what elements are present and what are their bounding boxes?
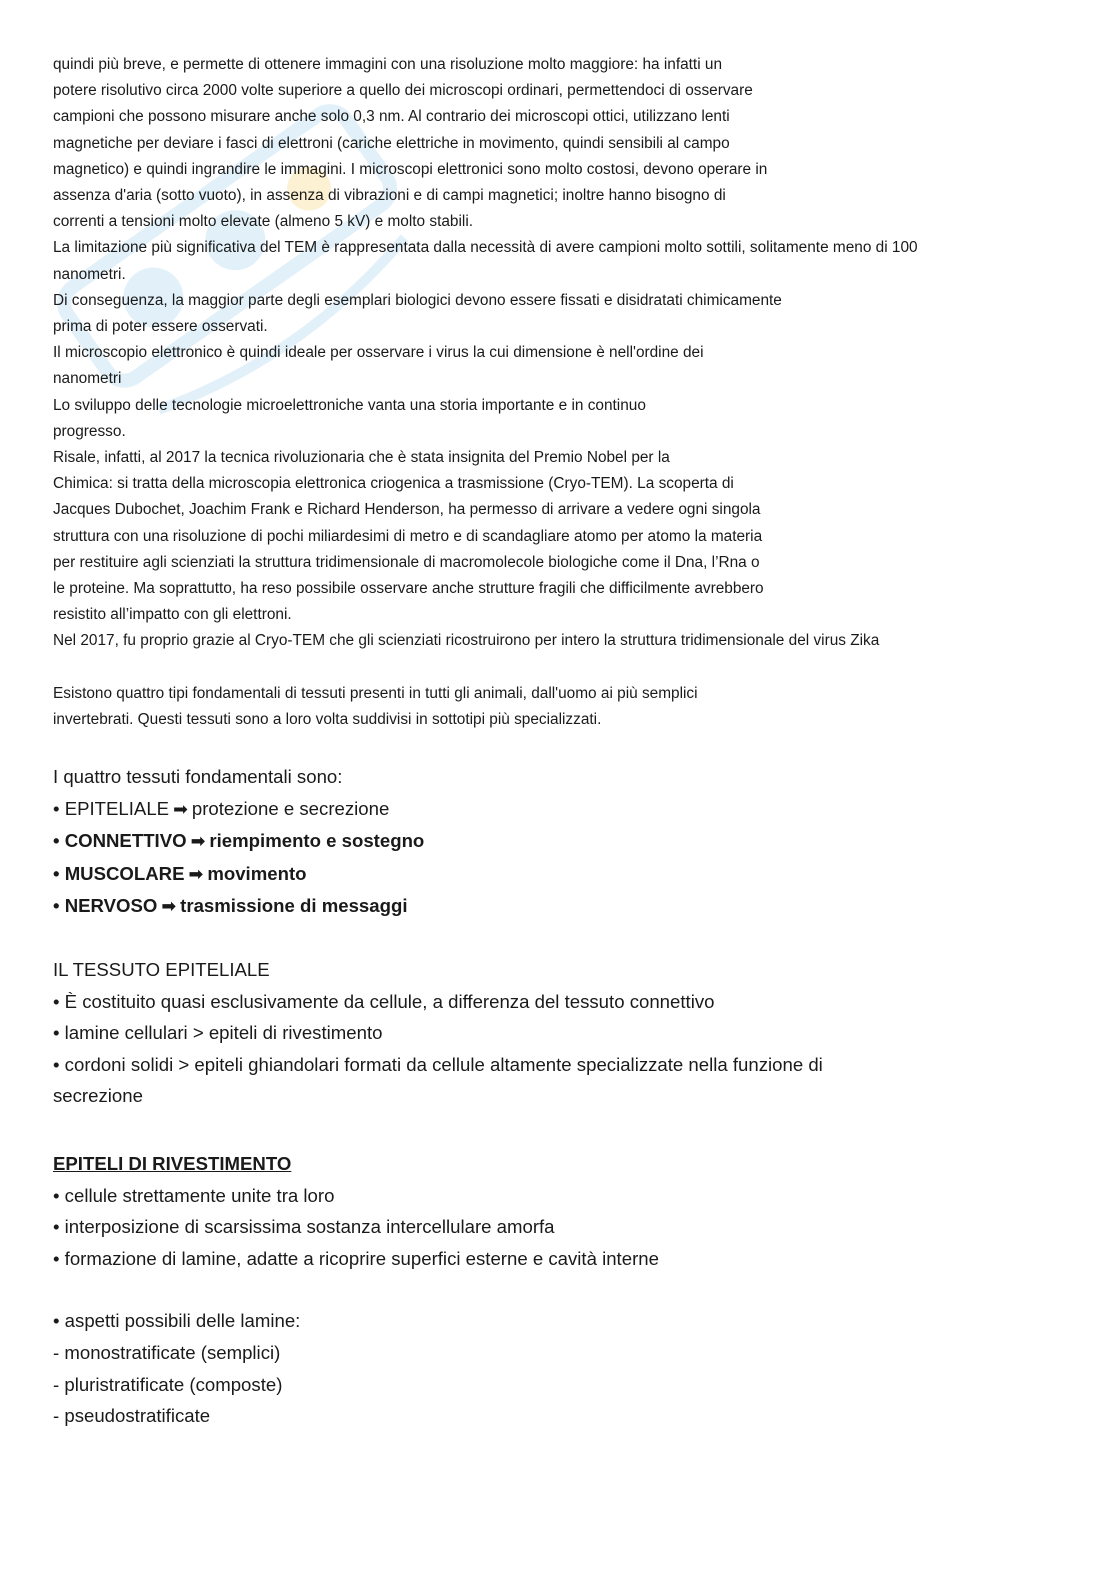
text-line: prima di poter essere osservati. — [53, 318, 268, 336]
list-item: • CONNETTIVO ➡ riempimento e sostegno — [53, 830, 425, 852]
arrow-right-icon: ➡ — [188, 863, 204, 884]
text-line: magnetico) e quindi ingrandire le immagini. I microscopi elettronici sono molto costosi, devono operare in — [53, 160, 768, 178]
section-title: IL TESSUTO EPITELIALE — [53, 959, 270, 981]
text-line: La limitazione più significativa del TEM è rappresentata dalla necessità di avere campioni molto sottili, solitamente meno di 100 — [53, 239, 918, 257]
text-line: • cellule strettamente unite tra loro — [53, 1184, 335, 1206]
section-heading: EPITELI DI RIVESTIMENTO — [53, 1153, 292, 1175]
text-line: correnti a tensioni molto elevate (almeno 5 kV) e molto stabili. — [53, 213, 474, 231]
text-line: resistito all’impatto con gli elettroni. — [53, 606, 292, 624]
tissue-name: EPITELIALE — [64, 797, 170, 819]
text-line: Chimica: si tratta della microscopia elettronica criogenica a trasmissione (Cryo-TEM). La scoperta di — [53, 475, 734, 493]
tissue-desc: riempimento e sostegno — [209, 830, 425, 852]
document-page — [53, 52, 1053, 1432]
text-line: Il microscopio elettronico è quindi ideale per osservare i virus la cui dimensione è nell'ordine dei — [53, 344, 704, 362]
text-line: secrezione — [53, 1085, 143, 1107]
tissue-name: CONNETTIVO — [64, 830, 187, 852]
fundamental-title: I quattro tessuti fondamentali sono: — [53, 766, 343, 788]
text-line: progresso. — [53, 422, 126, 440]
text-line: nanometri — [53, 370, 122, 388]
text-line: - pluristratificate (composte) — [53, 1373, 283, 1395]
text-line: • interposizione di scarsissima sostanza intercellulare amorfa — [53, 1216, 555, 1238]
epithelial-section — [53, 954, 1053, 1112]
text-line: • lamine cellulari > epiteli di rivestimento — [53, 1022, 383, 1044]
fundamental-tissues-list — [53, 761, 1053, 923]
tissue-desc: protezione e secrezione — [191, 797, 390, 819]
text-line: le proteine. Ma soprattutto, ha reso possibile osservare anche strutture fragili che difficilmente avrebbero — [53, 580, 764, 598]
text-line: • È costituito quasi esclusivamente da cellule, a differenza del tessuto connettivo — [53, 990, 715, 1012]
text-line: • aspetti possibili delle lamine: — [53, 1310, 301, 1332]
tissue-name: NERVOSO — [64, 895, 158, 917]
text-line: Nel 2017, fu proprio grazie al Cryo-TEM che gli scienziati ricostruirono per intero la struttura tridimensionale del virus Zika — [53, 632, 880, 650]
text-line: Jacques Dubochet, Joachim Frank e Richard Henderson, ha permesso di arrivare a vedere ogni singola — [53, 501, 761, 519]
text-line: potere risolutivo circa 2000 volte superiore a quello dei microscopi ordinari, permettendoci di osservare — [53, 82, 753, 100]
text-line: - pseudostratificate — [53, 1405, 211, 1427]
text-line: - monostratificate (semplici) — [53, 1341, 281, 1363]
text-line: nanometri. — [53, 265, 126, 283]
text-line: invertebrati. Questi tessuti sono a loro volta suddivisi in sottotipi più specializzati. — [53, 710, 602, 728]
arrow-right-icon: ➡ — [161, 896, 177, 917]
tissue-desc: trasmissione di messaggi — [180, 895, 408, 917]
lining-section — [53, 1148, 1053, 1432]
tissue-name: MUSCOLARE — [64, 862, 185, 884]
list-item: • EPITELIALE ➡ protezione e secrezione — [53, 797, 390, 819]
intro-paragraph — [53, 52, 1053, 655]
text-line: Esistono quattro tipi fondamentali di tessuti presenti in tutti gli animali, dall'uomo ai più semplici — [53, 684, 698, 702]
text-line: assenza d'aria (sotto vuoto), in assenza di vibrazioni e di campi magnetici; inoltre hanno bisogno di — [53, 187, 726, 205]
text-line: per restituire agli scienziati la struttura tridimensionale di macromolecole biologiche come il Dna, l’Rna o — [53, 553, 760, 571]
list-item: • NERVOSO ➡ trasmissione di messaggi — [53, 895, 408, 917]
text-line: Lo sviluppo delle tecnologie microelettroniche vanta una storia importante e in continuo — [53, 396, 646, 414]
text-line: Di conseguenza, la maggior parte degli esemplari biologici devono essere fissati e disidratati chimicamente — [53, 291, 782, 309]
text-line: Risale, infatti, al 2017 la tecnica rivoluzionaria che è stata insignita del Premio Nobel per la — [53, 449, 670, 467]
arrow-right-icon: ➡ — [173, 798, 188, 819]
text-line: • cordoni solidi > epiteli ghiandolari formati da cellule altamente specializzate nella funzione di — [53, 1053, 823, 1075]
text-line: • formazione di lamine, adatte a ricoprire superfici esterne e cavità interne — [53, 1247, 659, 1269]
text-line: struttura con una risoluzione di pochi miliardesimi di metro e di scandagliare atomo per atomo la materia — [53, 527, 763, 545]
tissues-intro-paragraph — [53, 681, 1053, 733]
arrow-right-icon: ➡ — [190, 831, 206, 852]
text-line: campioni che possono misurare anche solo 0,3 nm. Al contrario dei microscopi ottici, utilizzano lenti — [53, 108, 730, 126]
text-line: quindi più breve, e permette di ottenere immagini con una risoluzione molto maggiore: ha infatti un — [53, 56, 723, 73]
text-line: magnetiche per deviare i fasci di elettroni (cariche elettriche in movimento, quindi sensibili al campo — [53, 134, 730, 152]
list-item: • MUSCOLARE ➡ movimento — [53, 862, 307, 884]
tissue-desc: movimento — [207, 862, 307, 884]
